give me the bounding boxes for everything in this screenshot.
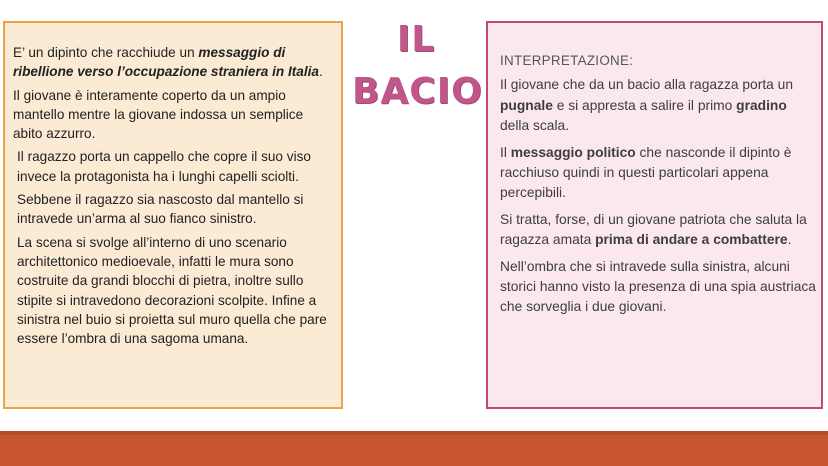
- title-line-1: IL: [396, 19, 436, 60]
- description-panel: [3, 21, 343, 409]
- emphasis-text: messaggio di ribellione verso l’occupazione straniera in Italia: [13, 45, 319, 80]
- text-run: Il: [500, 144, 511, 160]
- text-run: E’ un dipinto che racchiude un: [13, 45, 199, 60]
- bold-text: pugnale: [500, 97, 553, 113]
- description-paragraph-2: Il giovane è interamente coperto da un ampio mantello mentre la giovane indossa un semplice abito azzurro.: [13, 87, 304, 142]
- bold-text: messaggio politico: [510, 144, 636, 160]
- interpretation-paragraph-1: [500, 75, 817, 136]
- bold-text: prima di andare a combattere: [595, 232, 788, 248]
- description-paragraph-3: Il ragazzo porta un cappello che copre il suo viso invece la protagonista ha i lunghi capelli sciolti.: [17, 149, 311, 184]
- text-run: Si tratta, forse, di un giovane patriota che saluta la ragazza amata: [500, 211, 807, 248]
- bold-text: gradino: [736, 97, 787, 113]
- interpretation-paragraph-4: Nell’ombra che si intravede sulla sinistra, alcuni storici hanno visto la presenza di una spia austriaca che sorveglia i due giovani.: [500, 258, 816, 315]
- text-run: .: [787, 232, 792, 248]
- text-run: della scala.: [500, 118, 570, 134]
- title-line-2: BACIO: [352, 71, 483, 112]
- text-run: e si appresta a salire il primo: [552, 97, 737, 113]
- slide-title: [352, 14, 483, 118]
- interpretation-panel: [486, 21, 823, 409]
- interpretation-paragraph-2: [500, 143, 817, 204]
- text-run: .: [318, 64, 323, 80]
- description-paragraph-4: Sebbene il ragazzo sia nascosto dal mantello si intravede un’arma al suo fianco sinistro.: [17, 192, 304, 227]
- text-run: Il giovane che da un bacio alla ragazza porta un: [500, 77, 794, 93]
- description-paragraph-1: [13, 43, 335, 82]
- footer-bar: [0, 431, 828, 466]
- interpretation-paragraph-3: [500, 210, 817, 251]
- interpretation-heading: INTERPRETAZIONE:: [500, 53, 634, 68]
- description-paragraph-5: La scena si svolge all’interno di uno scenario architettonico medioevale, infatti le mura sono costruite da grandi blocchi di pietra, inoltre sullo stipite si intravedono decorazioni scolpite. Infine a sinistra nel buio si proietta sul muro quella che pare essere l’ombra di una sagoma umana.: [17, 234, 327, 347]
- text-run: che nasconde il dipinto è racchiuso quindi in questi particolari appena percepibili.: [500, 144, 792, 201]
